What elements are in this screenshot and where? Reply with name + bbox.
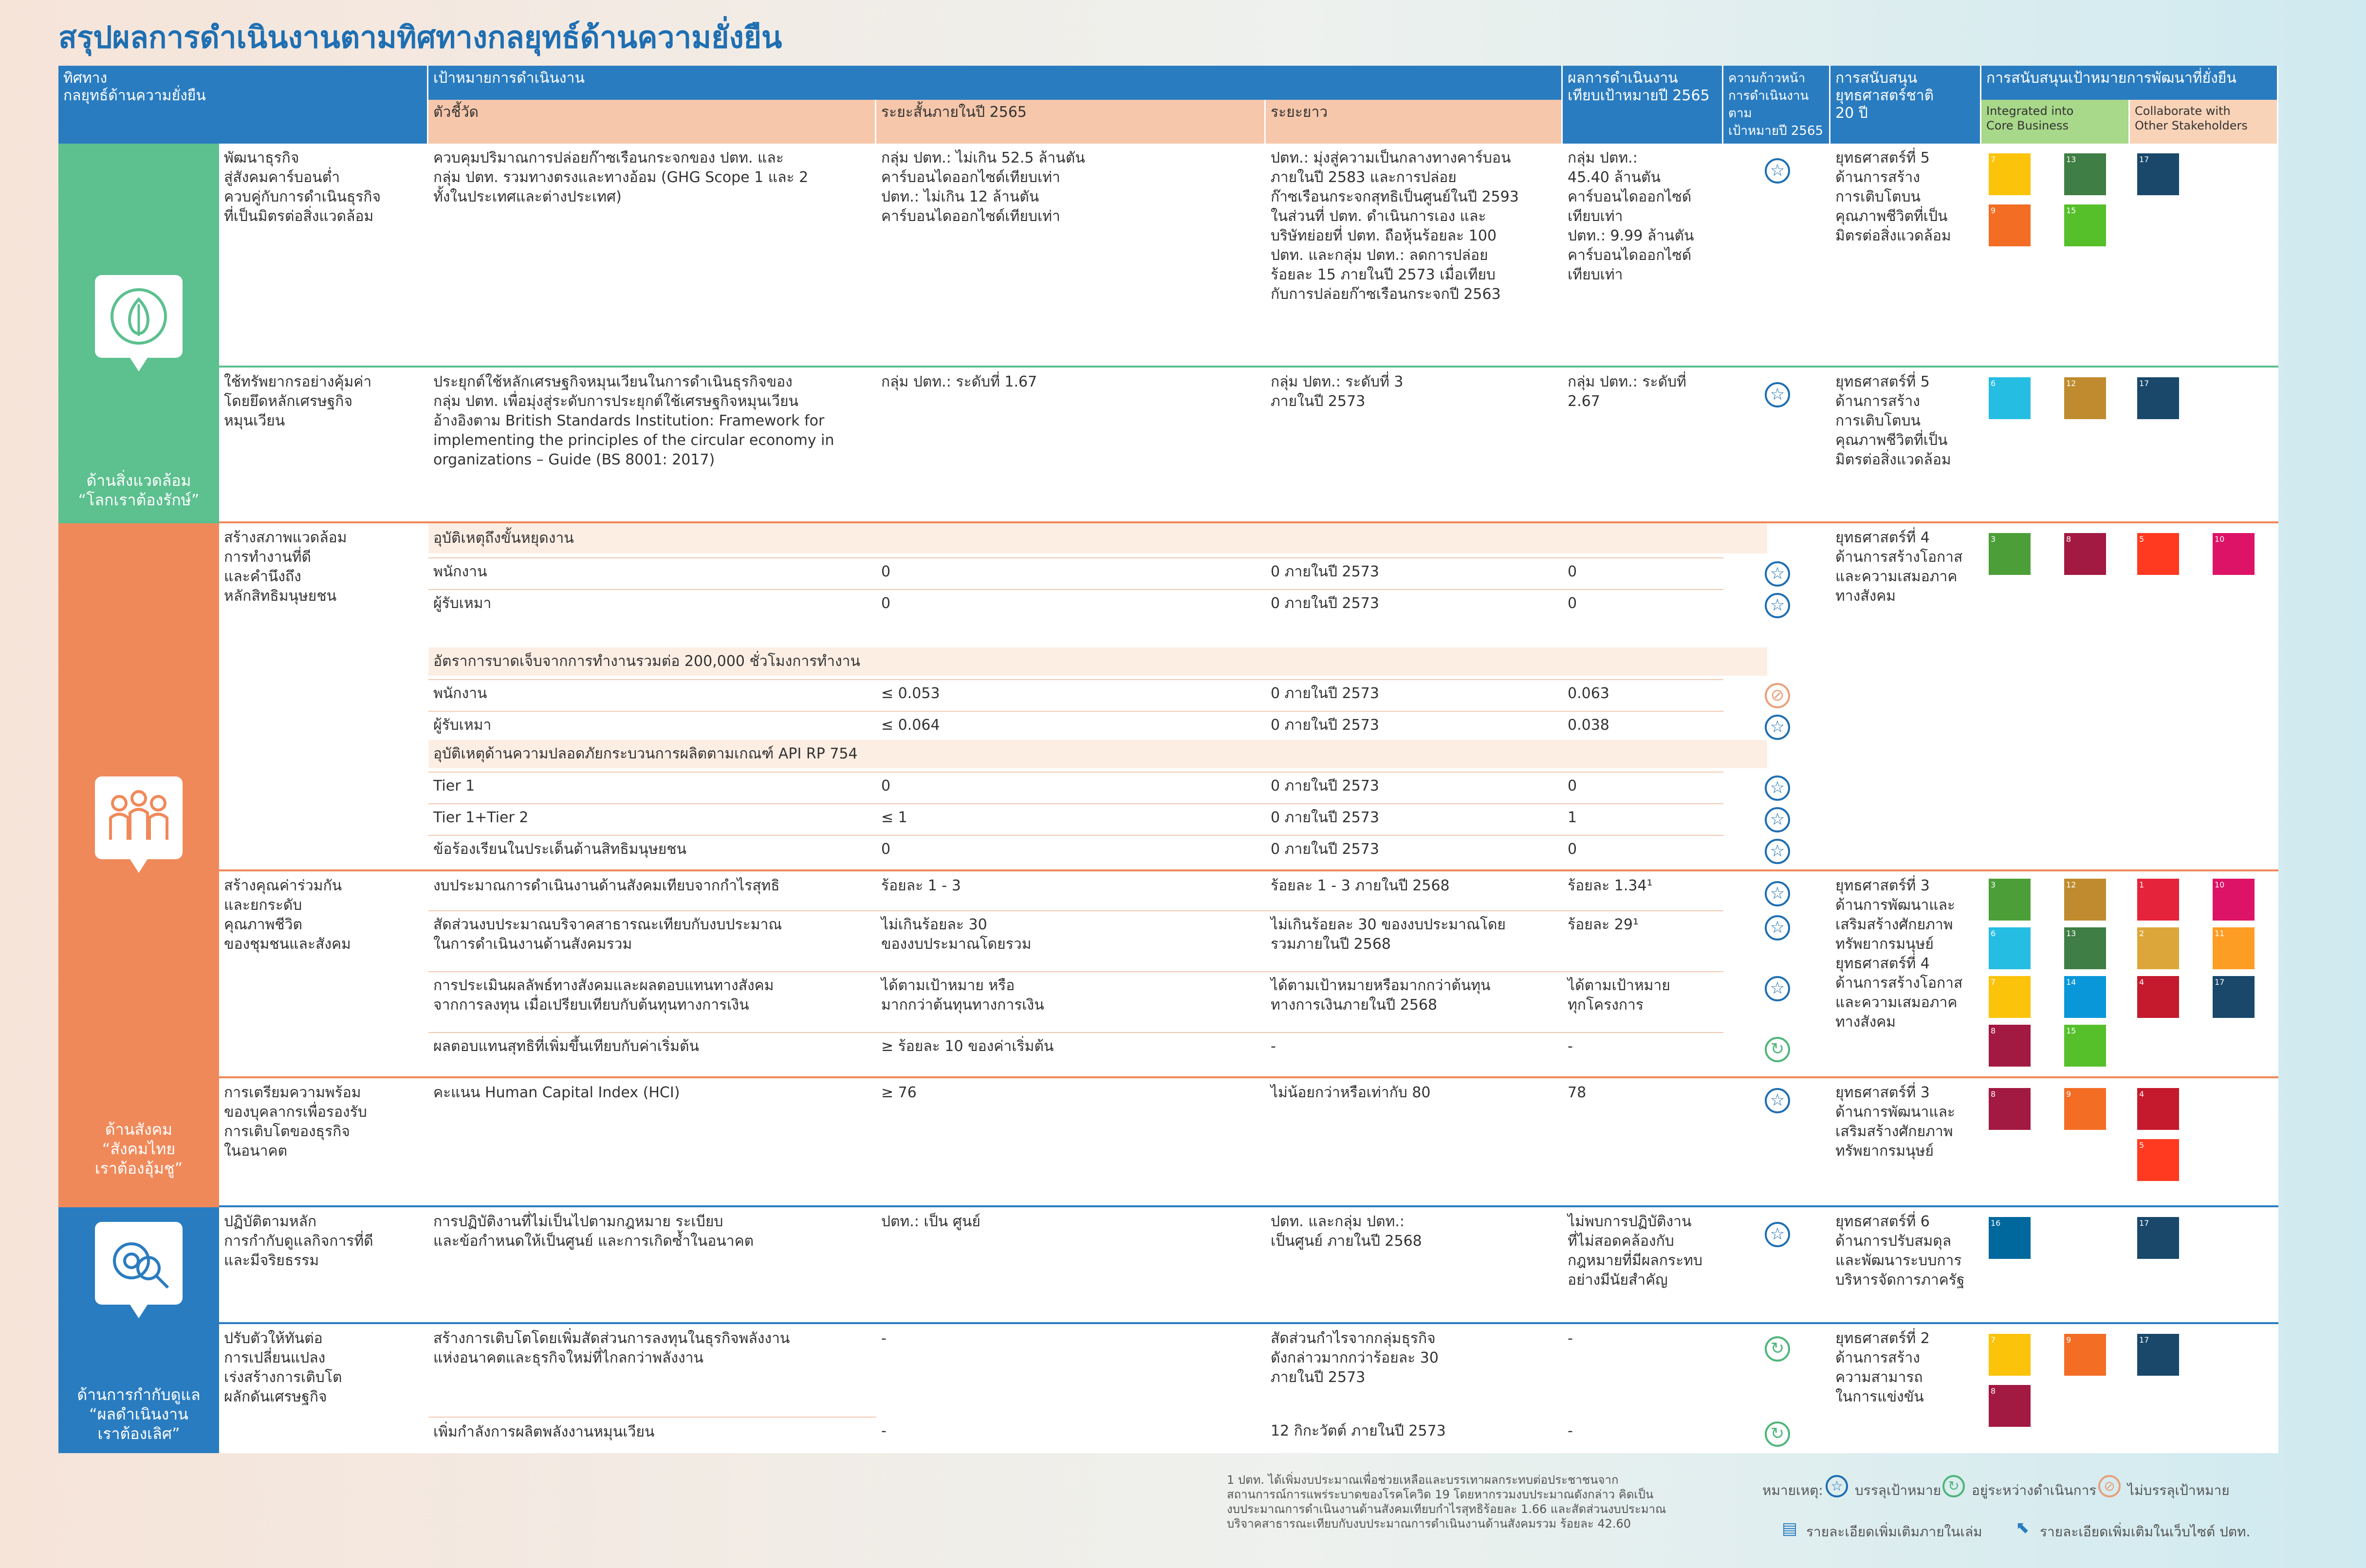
sdg-3-icon: 3 — [1989, 533, 2031, 575]
topic-low-carbon: พัฒนาธุรกิจ สู่สังคมคาร์บอนต่ำ ควบคู่กับการดำเนินธุรกิจ ที่เป็นมิตรต่อสิ่งแวดล้อม — [224, 149, 381, 225]
indicator-hci: คะแนน Human Capital Index (HCI) — [433, 1084, 680, 1101]
safety-cell: 0 ภายในปี 2573 — [1266, 589, 1563, 613]
sdg-5-icon: 5 — [2137, 1139, 2179, 1181]
header-sdg-core: Integrated into Core Business — [1981, 100, 2130, 144]
row-work-environment — [219, 523, 2278, 871]
achieved-star-icon: ☆ — [1765, 807, 1790, 832]
safety-cell: 0 — [876, 557, 1266, 582]
achieved-star-icon: ☆ — [1765, 382, 1790, 407]
national-strategy-4: ยุทธศาสตร์ที่ 4 ด้านการสร้างโอกาส และความเสมอภาค ทางสังคม — [1835, 529, 1963, 605]
social-cell: ได้ตามเป้าหมาย ทุกโครงการ — [1563, 971, 1723, 1015]
result-compliance: ไม่พบการปฏิบัติงาน ที่ไม่สอดคล้องกับ กฎหมายที่มีผลกระทบ อย่างมีนัยสำคัญ — [1568, 1213, 1703, 1289]
sdg-15-icon: 15 — [2064, 204, 2106, 246]
safety-cell: ข้อร้องเรียนในประเด็นด้านสิทธิมนุษยชน — [428, 835, 876, 859]
safety-cell: Tier 1 — [428, 772, 876, 796]
indicator-compliance: การปฏิบัติงานที่ไม่เป็นไปตามกฎหมาย ระเบียบ และข้อกำหนดให้เป็นศูนย์ และการเกิดซ้ำในอนาคต — [433, 1213, 754, 1250]
sdg-7-icon: 7 — [1989, 976, 2031, 1018]
topic-future-growth: ปรับตัวให้ทันต่อ การเปลี่ยนแปลง เร่งสร้างการเติบโต ผลักดันเศรษฐกิจ — [224, 1330, 342, 1405]
long-circular: กลุ่ม ปตท.: ระดับที่ 3 ภายในปี 2573 — [1271, 373, 1404, 410]
sdg-8-icon: 8 — [1989, 1025, 2031, 1067]
achieved-star-icon: ☆ — [1765, 839, 1790, 864]
achieved-star-icon: ☆ — [1765, 976, 1790, 1001]
result-ghg: กลุ่ม ปตท.: 45.40 ล้านตัน คาร์บอนไดออกไซด์ เทียบเท่า ปตท.: 9.99 ล้านตัน คาร์บอนไดออกไซด์ เทียบเท่า — [1568, 149, 1694, 283]
safety-cell: Tier 1+Tier 2 — [428, 803, 876, 828]
row-future-growth — [219, 1324, 2278, 1453]
result-renewable: - — [1568, 1422, 1573, 1439]
safety-cell: 0.063 — [1563, 679, 1723, 703]
sdg-17-icon: 17 — [2137, 1334, 2179, 1376]
header-national: การสนับสนุน ยุทธศาสตร์ชาติ 20 ปี — [1830, 66, 1981, 144]
achieved-star-icon: ☆ — [1826, 1475, 1848, 1497]
leaf-cycle-icon — [95, 275, 183, 358]
legend-missed: ไม่บรรลุเป้าหมาย — [2127, 1482, 2230, 1498]
safety-cell: 0 ภายในปี 2573 — [1266, 711, 1563, 735]
legend — [1762, 1475, 2356, 1558]
sdg-8-icon: 8 — [2064, 533, 2106, 575]
section-social — [58, 523, 219, 1207]
social-cell: ผลตอบแทนสุทธิที่เพิ่มขึ้นเทียบกับค่าเริ่มต้น — [428, 1032, 876, 1056]
sdg-10-icon: 10 — [2213, 879, 2255, 921]
safety-cell: พนักงาน — [428, 679, 876, 703]
sdg-2-icon: 2 — [2137, 927, 2179, 969]
header-progress: ความก้าวหน้า การดำเนินงานตาม เป้าหมายปี 2565 — [1723, 66, 1830, 144]
row-human-capital — [219, 1078, 2278, 1207]
national-strategy-5: ยุทธศาสตร์ที่ 5 ด้านการสร้าง การเติบโตบน คุณภาพชีวิตที่เป็น มิตรต่อสิ่งแวดล้อม — [1835, 149, 1951, 244]
safety-heading-lost-time: อุบัติเหตุถึงขั้นหยุดงาน — [428, 523, 1767, 553]
safety-cell: 0 — [1563, 835, 1723, 859]
missed-circle-icon: ⊘ — [1765, 683, 1790, 708]
social-cell: ร้อยละ 1 - 3 — [881, 877, 961, 894]
achieved-star-icon: ☆ — [1765, 881, 1790, 906]
achieved-star-icon: ☆ — [1765, 915, 1790, 941]
safety-cell: พนักงาน — [428, 557, 876, 582]
sdg-17-icon: 17 — [2137, 1217, 2179, 1259]
result-new-business: - — [1568, 1330, 1573, 1347]
result-circular: กลุ่ม ปตท.: ระดับที่ 2.67 — [1568, 373, 1686, 410]
ongoing-cycle-icon: ↻ — [1765, 1421, 1790, 1447]
achieved-star-icon: ☆ — [1765, 158, 1790, 184]
header-targets: เป้าหมายการดำเนินงาน — [428, 66, 1563, 100]
sdg-10-icon: 10 — [2213, 533, 2255, 575]
book-icon: ▤ — [1782, 1519, 1798, 1538]
social-cell: ไม่เกินร้อยละ 30 ของงบประมาณโดย รวมภายในปี 2568 — [1266, 910, 1563, 954]
header-sdg: การสนับสนุนเป้าหมายการพัฒนาที่ยั่งยืน — [1981, 66, 2278, 100]
safety-cell: 0 ภายในปี 2573 — [1266, 835, 1563, 859]
section-governance-label: ด้านการกำกับดูแล “ผลดำเนินงาน เราต้องเลิศ” — [77, 1385, 201, 1443]
section-social-label: ด้านสังคม “สังคมไทย เราต้องอุ้มชู” — [94, 1120, 183, 1178]
sdg-17-icon: 17 — [2213, 976, 2255, 1018]
social-cell: ได้ตามเป้าหมาย หรือ มากกว่าต้นทุนทางการเงิน — [876, 971, 1266, 1015]
social-cell: ร้อยละ 1 - 3 ภายในปี 2568 — [1271, 877, 1450, 894]
long-renewable: 12 กิกะวัตต์ ภายในปี 2573 — [1271, 1422, 1446, 1439]
indicator-new-business: สร้างการเติบโตโดยเพิ่มสัดส่วนการลงทุนในธุรกิจพลังงาน แห่งอนาคตและธุรกิจใหม่ที่ไกลกว่าพลังงาน — [433, 1330, 790, 1366]
topic-work-env: สร้างสภาพแวดล้อม การทำงานที่ดี และคำนึงถึง หลักสิทธิมนุษยชน — [224, 529, 347, 605]
social-cell: ≥ ร้อยละ 10 ของค่าเริ่มต้น — [876, 1032, 1266, 1056]
social-cell: สัดส่วนงบประมาณบริจาคสาธารณะเทียบกับงบประมาณ ในการดำเนินงานด้านสังคมรวม — [428, 910, 876, 954]
legend-more-book: รายละเอียดเพิ่มเติมภายในเล่ม — [1806, 1524, 1982, 1540]
result-hci: 78 — [1568, 1084, 1587, 1101]
achieved-star-icon: ☆ — [1765, 593, 1790, 618]
ongoing-cycle-icon: ↻ — [1942, 1475, 1965, 1497]
safety-subheading: อุบัติเหตุด้านความปลอดภัยกระบวนการผลิตตามเกณฑ์ API RP 754 — [428, 740, 1767, 768]
social-cell: ร้อยละ 1.34¹ — [1568, 877, 1653, 894]
indicator-ghg: ควบคุมปริมาณการปล่อยก๊าซเรือนกระจกของ ปตท. และ กลุ่ม ปตท. รวมทางตรงและทางอ้อม (GHG Scope 1 และ 2 ทั้งในประเทศและต่างประเทศ) — [433, 149, 809, 205]
sdg-4-icon: 4 — [2137, 1088, 2179, 1130]
footnote: 1 ปตท. ได้เพิ่มงบประมาณเพื่อช่วยเหลือและบรรเทาผลกระทบต่อประชาชนจาก สถานการณ์การแพร่ระบาดของโรคโควิด 19 โดยหากรวมงบประมาณดังกล่าว คิดเป็น งบประมาณการดำเนินงานด้านสังคมเทียบกำไรสุทธิร้อยละ 1.66 และสัดส่วนงบประมาณ บริจาคสาธารณะเทียบกับงบประมาณการดำเนินงานด้านสังคมรวม ร้อยละ 42.60 — [1227, 1473, 1666, 1531]
section-environment-label: ด้านสิ่งแวดล้อม “โลกเราต้องรักษ์” — [78, 471, 200, 509]
sdg-12-icon: 12 — [2064, 879, 2106, 921]
sdg-11-icon: 11 — [2213, 927, 2255, 969]
short-hci: ≥ 76 — [881, 1084, 917, 1101]
national-strategy-5b: ยุทธศาสตร์ที่ 5 ด้านการสร้าง การเติบโตบน คุณภาพชีวิตที่เป็น มิตรต่อสิ่งแวดล้อม — [1835, 373, 1951, 468]
sdg-5-icon: 5 — [2137, 533, 2179, 575]
ongoing-cycle-icon: ↻ — [1765, 1037, 1790, 1062]
sdg-1-icon: 1 — [2137, 879, 2179, 921]
national-strategy-6: ยุทธศาสตร์ที่ 6 ด้านการปรับสมดุล และพัฒนาระบบการ บริหารจัดการภาครัฐ — [1835, 1213, 1965, 1289]
header-indicator: ตัวชี้วัด — [428, 100, 876, 144]
long-new-business: สัดส่วนกำไรจากกลุ่มธุรกิจ ดังกล่าวมากกว่าร้อยละ 30 ภายในปี 2573 — [1271, 1330, 1439, 1386]
social-cell: ไม่เกินร้อยละ 30 ของงบประมาณโดยรวม — [876, 910, 1266, 954]
short-renewable: - — [881, 1422, 887, 1439]
national-strategy-2: ยุทธศาสตร์ที่ 2 ด้านการสร้าง ความสามารถ ในการแข่งขัน — [1835, 1330, 1930, 1405]
achieved-star-icon: ☆ — [1765, 715, 1790, 740]
short-compliance: ปตท.: เป็น ศูนย์ — [881, 1213, 980, 1230]
sdg-15-icon: 15 — [2064, 1025, 2106, 1067]
long-hci: ไม่น้อยกว่าหรือเท่ากับ 80 — [1271, 1084, 1431, 1101]
legend-title: หมายเหตุ: — [1762, 1482, 1823, 1498]
short-new-business: - — [881, 1330, 887, 1347]
safety-cell: 0 — [876, 772, 1266, 796]
safety-cell: ≤ 0.064 — [876, 711, 1266, 735]
short-ghg: กลุ่ม ปตท.: ไม่เกิน 52.5 ล้านตัน คาร์บอนไดออกไซด์เทียบเท่า ปตท.: ไม่เกิน 12 ล้านตัน คาร์บอนไดออกไซด์เทียบเท่า — [881, 149, 1085, 225]
legend-more-web: รายละเอียดเพิ่มเติมในเว็บไซต์ ปตท. — [2040, 1524, 2251, 1540]
topic-governance: ปฏิบัติตามหลัก การกำกับดูแลกิจการที่ดี และมีจริยธรรม — [224, 1213, 373, 1269]
row-shared-value — [219, 871, 2278, 1078]
sdg-17-icon: 17 — [2137, 153, 2179, 195]
safety-cell: 0 — [1563, 589, 1723, 613]
sdg-7-icon: 7 — [1989, 1334, 2031, 1376]
safety-cell: 0 — [876, 835, 1266, 859]
safety-cell: 0 ภายในปี 2573 — [1266, 557, 1563, 582]
social-cell: งบประมาณการดำเนินงานด้านสังคมเทียบจากกำไรสุทธิ — [433, 877, 780, 894]
sdg-8-icon: 8 — [1989, 1088, 2031, 1130]
social-cell: ร้อยละ 29¹ — [1563, 910, 1723, 935]
short-circular: กลุ่ม ปตท.: ระดับที่ 1.67 — [881, 373, 1037, 390]
safety-cell: ผู้รับเหมา — [428, 711, 876, 735]
sdg-12-icon: 12 — [2064, 377, 2106, 419]
row-good-governance — [219, 1207, 2278, 1324]
sdg-9-icon: 9 — [1989, 204, 2031, 246]
legend-ongoing: อยู่ระหว่างดำเนินการ — [1972, 1482, 2097, 1498]
long-ghg: ปตท.: มุ่งสู่ความเป็นกลางทางคาร์บอน ภายในปี 2583 และการปล่อย ก๊าซเรือนกระจกสุทธิเป็นศูนย์ในปี 2593 ในส่วนที่ ปตท. ดำเนินการเอง และ บริษัทย่อยที่ ปตท. ถือหุ้นร้อยละ 100 ปตท. และกลุ่ม ปตท.: ลดการปล่อย ร้อยละ 15 ภายในปี 2573 เมื่อเทียบ กับการปล่อยก๊าซเรือนกระจกปี 2563 — [1271, 149, 1519, 303]
safety-cell: 0 — [876, 589, 1266, 613]
topic-shared-value: สร้างคุณค่าร่วมกัน และยกระดับ คุณภาพชีวิต ของชุมชนและสังคม — [224, 877, 351, 953]
people-icon — [95, 776, 183, 859]
safety-cell: ≤ 0.053 — [876, 679, 1266, 703]
safety-cell: ≤ 1 — [876, 803, 1266, 828]
indicator-circular: ประยุกต์ใช้หลักเศรษฐกิจหมุนเวียนในการดำเนินธุรกิจของ กลุ่ม ปตท. เพื่อมุ่งสู่ระดับการประยุกต์ใช้เศรษฐกิจหมุนเวียน อ้างอิงตาม British Standards Institution: Framework for implementing the principles of the circular economy in organizations – Guide (BS 8001: 2017) — [433, 373, 834, 468]
sdg-9-icon: 9 — [2064, 1088, 2106, 1130]
safety-cell: 0 ภายในปี 2573 — [1266, 803, 1563, 828]
achieved-star-icon: ☆ — [1765, 561, 1790, 587]
header-long-term: ระยะยาว — [1266, 100, 1563, 144]
sdg-13-icon: 13 — [2064, 927, 2106, 969]
sdg-9-icon: 9 — [2064, 1334, 2106, 1376]
achieved-star-icon: ☆ — [1765, 1222, 1790, 1247]
national-strategy-3: ยุทธศาสตร์ที่ 3 ด้านการพัฒนาและ เสริมสร้างศักยภาพ ทรัพยากรมนุษย์ — [1835, 1084, 1956, 1160]
sdg-16-icon: 16 — [1989, 1217, 2031, 1259]
sdg-13-icon: 13 — [2064, 153, 2106, 195]
header-sdg-collab: Collaborate with Other Stakeholders — [2130, 100, 2278, 144]
ongoing-cycle-icon: ↻ — [1765, 1336, 1790, 1362]
safety-cell: 0 — [1563, 772, 1723, 796]
social-cell: - — [1563, 1032, 1723, 1056]
achieved-star-icon: ☆ — [1765, 775, 1790, 801]
long-compliance: ปตท. และกลุ่ม ปตท.: เป็นศูนย์ ภายในปี 2568 — [1271, 1213, 1422, 1250]
missed-circle-icon: ⊘ — [2098, 1475, 2121, 1497]
sdg-6-icon: 6 — [1989, 377, 2031, 419]
sdg-17-icon: 17 — [2137, 377, 2179, 419]
national-strategy-3-4: ยุทธศาสตร์ที่ 3 ด้านการพัฒนาและ เสริมสร้างศักยภาพ ทรัพยากรมนุษย์ ยุทธศาสตร์ที่ 4 ด้านการสร้างโอกาส และความเสมอภาค ทางสังคม — [1835, 877, 1963, 1031]
cursor-icon: ⬉ — [2015, 1518, 2030, 1537]
summary-table — [58, 66, 2278, 1453]
sdg-8-icon: 8 — [1989, 1385, 2031, 1427]
safety-cell: 0.038 — [1563, 711, 1723, 735]
topic-human-capital: การเตรียมความพร้อม ของบุคลากรเพื่อรองรับ การเติบโตของธุรกิจ ในอนาคต — [224, 1084, 367, 1160]
social-cell: ได้ตามเป้าหมายหรือมากกว่าต้นทุน ทางการเงินภายในปี 2568 — [1266, 971, 1563, 1015]
safety-subheading: อัตราการบาดเจ็บจากการทำงานรวมต่อ 200,000 ชั่วโมงการทำงาน — [428, 647, 1767, 676]
sdg-4-icon: 4 — [2137, 976, 2179, 1018]
sdg-7-icon: 7 — [1989, 153, 2031, 195]
social-cell: - — [1266, 1032, 1563, 1056]
sdg-3-icon: 3 — [1989, 879, 2031, 921]
section-environment — [58, 144, 219, 523]
header-result: ผลการดำเนินงาน เทียบเป้าหมายปี 2565 — [1563, 66, 1723, 144]
social-cell: การประเมินผลลัพธ์ทางสังคมและผลตอบแทนทางสังคม จากการลงทุน เมื่อเปรียบเทียบกับต้นทุนทางการเงิน — [428, 971, 876, 1015]
indicator-renewable: เพิ่มกำลังการผลิตพลังงานหมุนเวียน — [428, 1417, 876, 1442]
page-title: สรุปผลการดำเนินงานตามทิศทางกลยุทธ์ด้านความยั่งยืน — [58, 19, 782, 55]
header-direction: ทิศทาง กลยุทธ์ด้านความยั่งยืน — [58, 66, 428, 144]
safety-cell: ผู้รับเหมา — [428, 589, 876, 613]
safety-cell: 0 ภายในปี 2573 — [1266, 679, 1563, 703]
header-short-term: ระยะสั้นภายในปี 2565 — [876, 100, 1266, 144]
achieved-star-icon: ☆ — [1765, 1088, 1790, 1113]
sdg-14-icon: 14 — [2064, 976, 2106, 1018]
gear-search-icon — [95, 1222, 183, 1305]
sdg-6-icon: 6 — [1989, 927, 2031, 969]
safety-cell: 1 — [1563, 803, 1723, 828]
section-governance — [58, 1207, 219, 1453]
safety-cell: 0 ภายในปี 2573 — [1266, 772, 1563, 796]
legend-achieved: บรรลุเป้าหมาย — [1855, 1482, 1941, 1498]
topic-circular: ใช้ทรัพยากรอย่างคุ้มค่า โดยยึดหลักเศรษฐกิจ หมุนเวียน — [224, 373, 372, 429]
row-low-carbon — [219, 144, 2278, 368]
safety-cell: 0 — [1563, 557, 1723, 582]
row-circular-economy — [219, 368, 2278, 523]
